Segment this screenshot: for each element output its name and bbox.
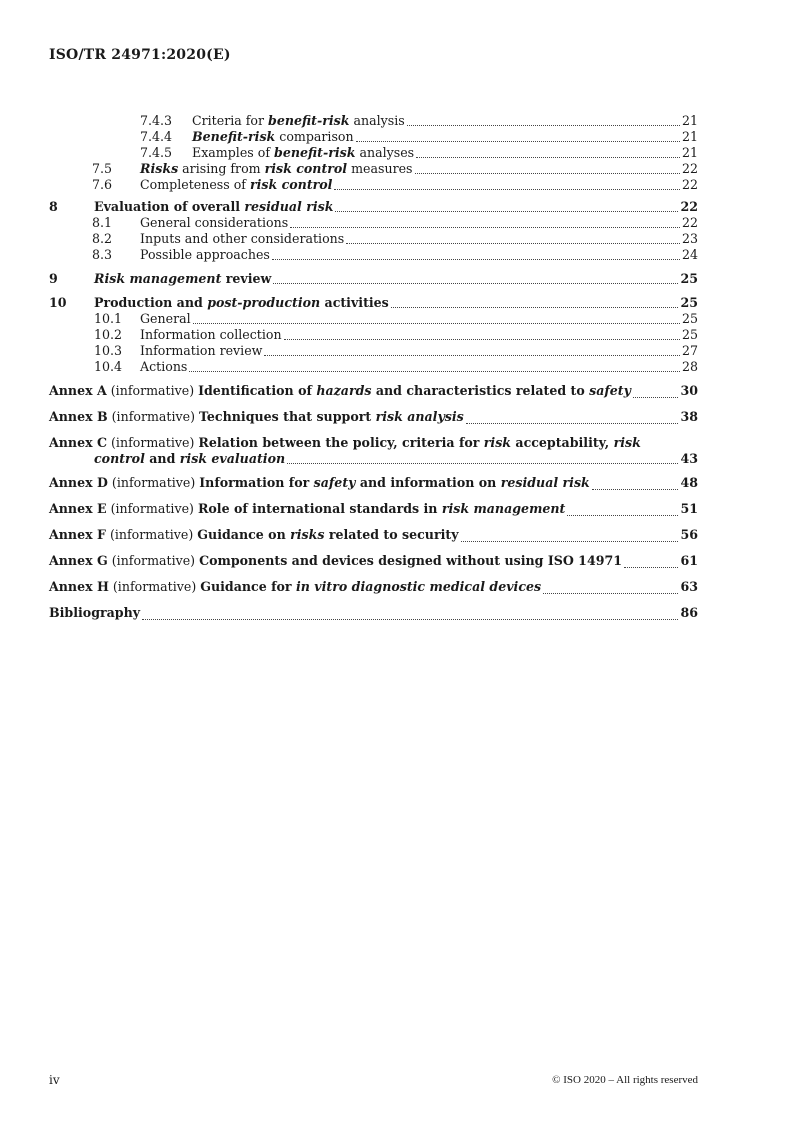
toc-page: 24	[681, 247, 698, 262]
toc-title: Annex C (informative) Relation between the policy, criteria for risk acceptability, risk	[49, 435, 641, 450]
toc-title: Possible approaches	[140, 247, 270, 262]
toc-number: 8.3	[92, 247, 113, 262]
toc-title: General	[140, 311, 191, 326]
toc-entry-9[interactable]	[49, 271, 698, 287]
dot-leader	[461, 540, 679, 542]
toc-title: Actions	[140, 359, 188, 374]
toc-number: 10.1	[94, 311, 123, 326]
toc-number: 10	[49, 295, 67, 310]
toc-number: 10.3	[94, 343, 123, 358]
toc-number: 10.2	[94, 327, 123, 342]
toc-entry-10-1[interactable]	[49, 311, 698, 327]
table-of-contents	[49, 113, 698, 623]
toc-entry-10-4[interactable]	[49, 359, 698, 375]
toc-page: 21	[681, 113, 698, 128]
dot-leader	[273, 282, 678, 284]
toc-page: 43	[680, 451, 698, 466]
toc-entry-7-4-4[interactable]	[49, 129, 698, 145]
toc-page: 21	[681, 129, 698, 144]
toc-page: 86	[680, 605, 698, 620]
dot-leader	[407, 124, 680, 126]
toc-entry-annex-a[interactable]	[49, 380, 698, 401]
toc-page: 22	[681, 177, 698, 192]
toc-entry-annex-e[interactable]	[49, 498, 698, 519]
toc-page: 56	[680, 527, 698, 542]
document-id: ISO/TR 24971:2020(E)	[49, 47, 231, 63]
toc-number: 7.4.5	[140, 145, 173, 160]
toc-page: 38	[680, 409, 698, 424]
dot-leader	[193, 322, 680, 324]
toc-title: Criteria for benefit-risk analysis	[192, 113, 405, 128]
dot-leader	[290, 226, 680, 228]
toc-entry-10-3[interactable]	[49, 343, 698, 359]
toc-title: Annex F (informative) Guidance on risks related to security	[49, 527, 459, 542]
toc-page: 21	[681, 145, 698, 160]
dot-leader	[189, 370, 680, 372]
toc-title: Annex B (informative) Techniques that support risk analysis	[49, 409, 464, 424]
toc-number: 8	[49, 199, 58, 214]
dot-leader	[567, 514, 678, 516]
dot-leader	[356, 140, 680, 142]
toc-title: control and risk evaluation	[94, 451, 286, 466]
toc-entry-7-5[interactable]	[49, 161, 698, 177]
toc-title: Benefit-risk comparison	[192, 129, 354, 144]
toc-number: 8.1	[92, 215, 113, 230]
toc-page: 51	[680, 501, 698, 516]
toc-entry-annex-b[interactable]	[49, 406, 698, 427]
toc-entry-8-1[interactable]	[49, 215, 698, 231]
toc-entry-annex-c[interactable]	[49, 435, 698, 451]
toc-number: 9	[49, 271, 58, 286]
dot-leader	[415, 172, 680, 174]
toc-number: 7.4.4	[140, 129, 173, 144]
toc-page: 25	[680, 295, 698, 310]
toc-entry-8-2[interactable]	[49, 231, 698, 247]
dot-leader	[416, 156, 680, 158]
toc-title: Inputs and other considerations	[140, 231, 345, 246]
toc-title: Risk management review	[94, 271, 272, 286]
toc-page: 48	[680, 475, 698, 490]
dot-leader	[264, 354, 680, 356]
toc-page: 25	[681, 327, 698, 342]
toc-page: 27	[681, 343, 698, 358]
copyright-notice: © ISO 2020 – All rights reserved	[552, 1074, 698, 1086]
page-number: iv	[49, 1073, 60, 1087]
toc-entry-annex-c-continued[interactable]	[49, 451, 698, 467]
dot-leader	[334, 188, 680, 190]
toc-entry-annex-f[interactable]	[49, 524, 698, 545]
toc-title: Risks arising from risk control measures	[140, 161, 413, 176]
toc-number: 10.4	[94, 359, 123, 374]
toc-entry-7-4-3[interactable]	[49, 113, 698, 129]
dot-leader	[633, 396, 679, 398]
dot-leader	[284, 338, 680, 340]
toc-title: Evaluation of overall residual risk	[94, 199, 334, 214]
toc-page: 25	[681, 311, 698, 326]
dot-leader	[287, 462, 678, 464]
toc-title: Information review	[140, 343, 263, 358]
toc-number: 7.5	[92, 161, 113, 176]
dot-leader	[592, 488, 679, 490]
dot-leader	[142, 618, 678, 620]
toc-page: 23	[681, 231, 698, 246]
toc-entry-bibliography[interactable]	[49, 602, 698, 623]
toc-title: Examples of benefit-risk analyses	[192, 145, 415, 160]
toc-number: 7.4.3	[140, 113, 173, 128]
dot-leader	[466, 422, 679, 424]
toc-entry-8[interactable]	[49, 199, 698, 215]
toc-page: 22	[680, 199, 698, 214]
toc-entry-7-4-5[interactable]	[49, 145, 698, 161]
toc-entry-7-6[interactable]	[49, 177, 698, 193]
toc-title: Annex H (informative) Guidance for in vitro diagnostic medical devices	[49, 579, 542, 594]
toc-entry-annex-h[interactable]	[49, 576, 698, 597]
dot-leader	[335, 210, 678, 212]
toc-entry-annex-d[interactable]	[49, 472, 698, 493]
toc-entry-10-2[interactable]	[49, 327, 698, 343]
toc-page: 61	[680, 553, 698, 568]
dot-leader	[543, 592, 678, 594]
toc-entry-annex-g[interactable]	[49, 550, 698, 571]
toc-title: Annex A (informative) Identification of hazards and characteristics related to safety	[49, 383, 631, 398]
toc-number: 7.6	[92, 177, 113, 192]
dot-leader	[346, 242, 680, 244]
toc-page: 28	[681, 359, 698, 374]
toc-page: 25	[680, 271, 698, 286]
toc-entry-8-3[interactable]	[49, 247, 698, 263]
toc-entry-10[interactable]	[49, 295, 698, 311]
toc-title: General considerations	[140, 215, 289, 230]
dot-leader	[624, 566, 678, 568]
toc-number: 8.2	[92, 231, 113, 246]
toc-title: Completeness of risk control	[140, 177, 333, 192]
toc-title: Annex G (informative) Components and devices designed without using ISO 14971	[49, 553, 622, 568]
toc-title: Information collection	[140, 327, 282, 342]
toc-title: Production and post-production activities	[94, 295, 389, 310]
toc-page: 22	[681, 161, 698, 176]
toc-page: 63	[680, 579, 698, 594]
toc-page: 22	[681, 215, 698, 230]
dot-leader	[272, 258, 680, 260]
toc-title: Annex D (informative) Information for safety and information on residual risk	[49, 475, 590, 490]
toc-title: Bibliography	[49, 605, 141, 620]
dot-leader	[391, 306, 679, 308]
toc-page: 30	[680, 383, 698, 398]
toc-title: Annex E (informative) Role of international standards in risk management	[49, 501, 566, 516]
